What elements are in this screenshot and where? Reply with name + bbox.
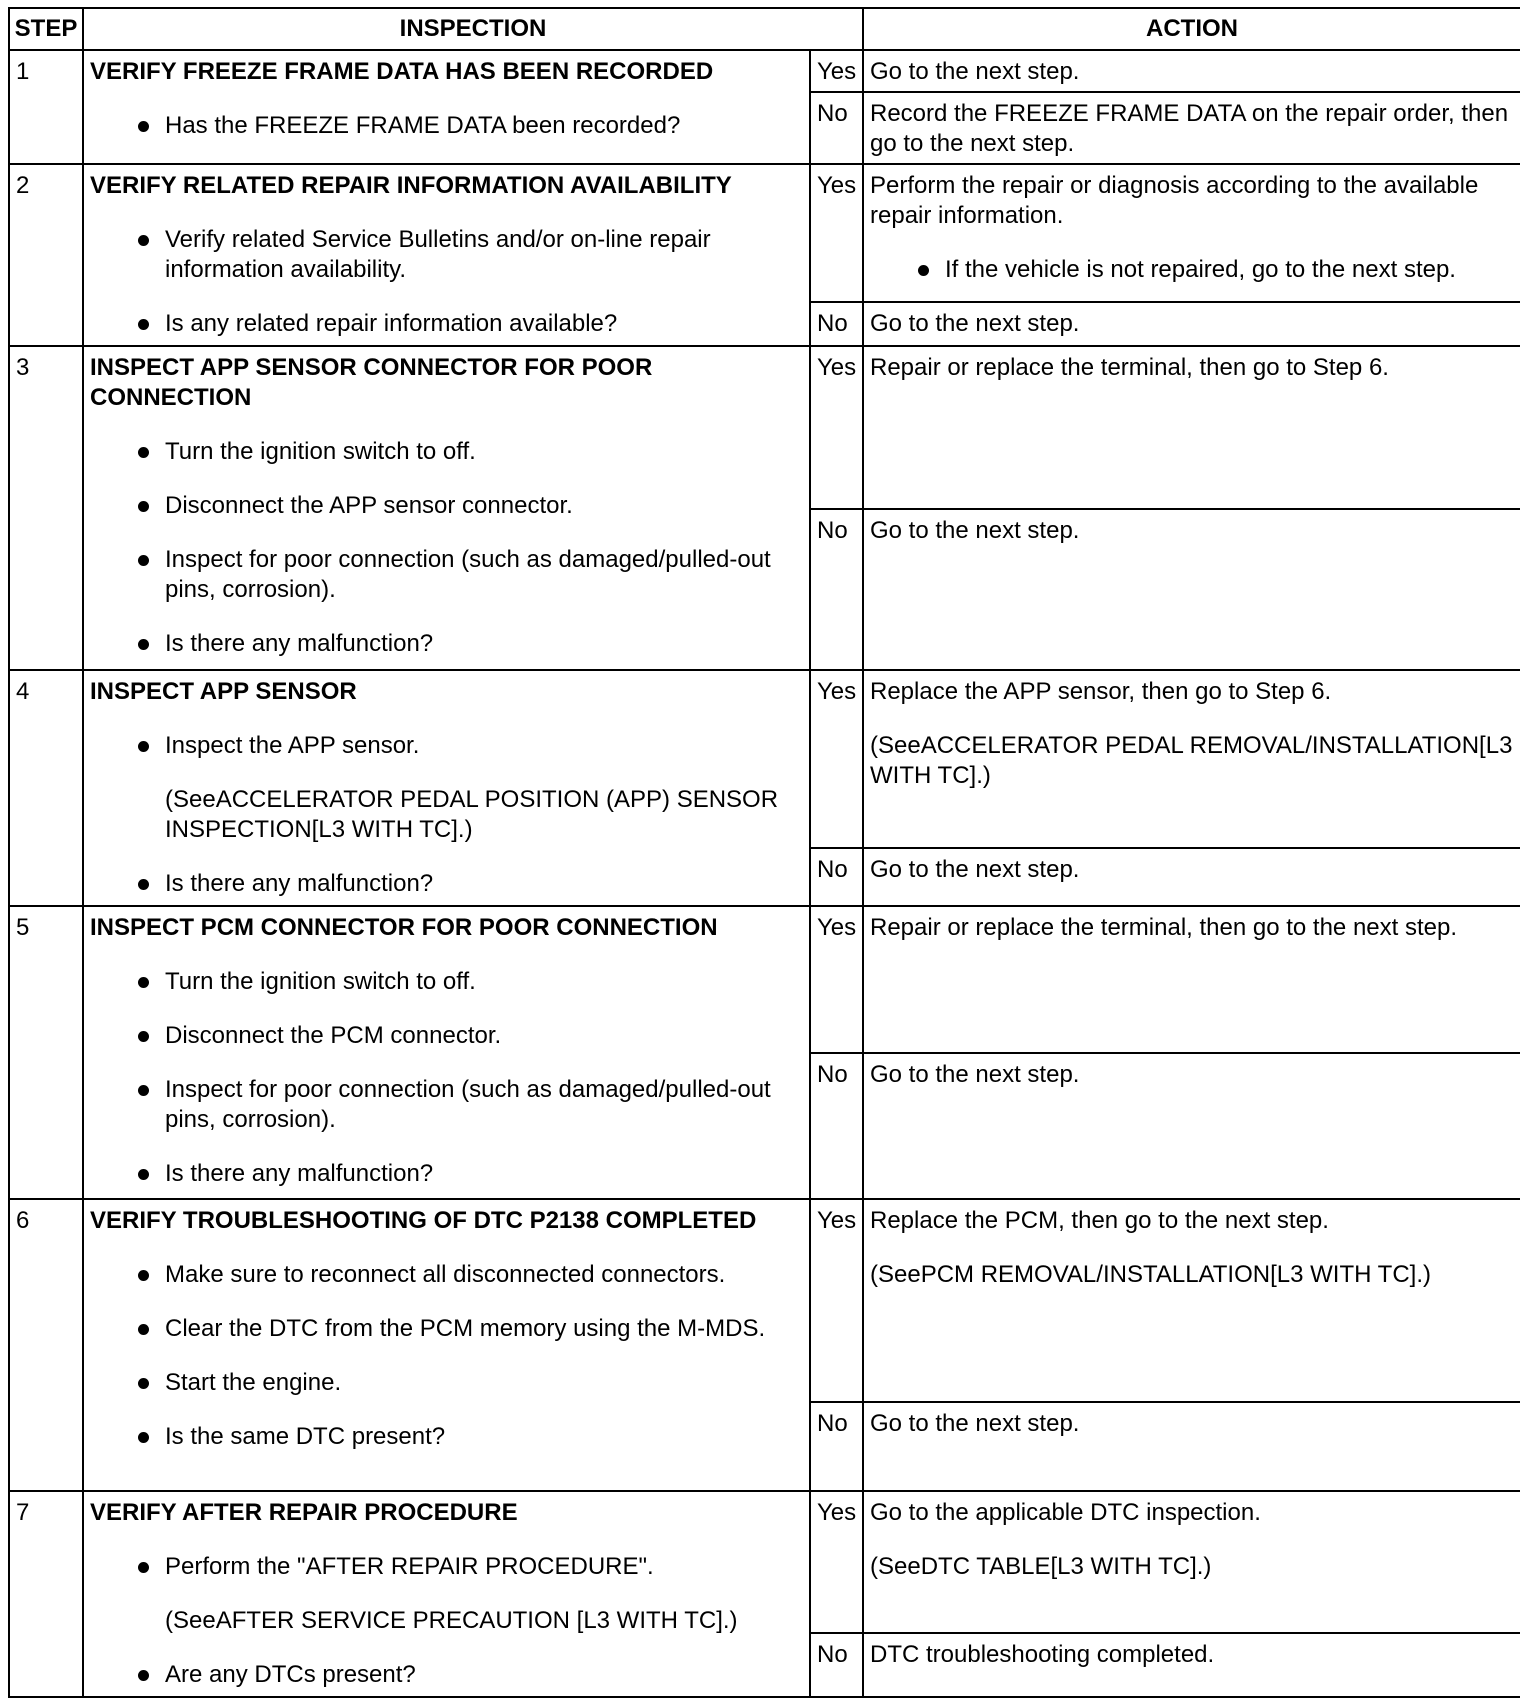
bullet-item: Are any DTCs present? (90, 1660, 803, 1690)
step-number: 1 (9, 50, 83, 164)
no-action: DTC troubleshooting completed. (863, 1633, 1520, 1697)
no-label: No (810, 1402, 863, 1491)
bullet-item: Is the same DTC present? (90, 1422, 803, 1452)
bullet-item: Make sure to reconnect all disconnected connectors. (90, 1260, 803, 1290)
yes-see-reference: (SeeACCELERATOR PEDAL REMOVAL/INSTALLATION[L3 WITH TC].) (870, 732, 1513, 789)
no-label: No (810, 302, 863, 346)
yes-action: Repair or replace the terminal, then go to the next step. (863, 906, 1520, 1053)
step-inspection (83, 1199, 810, 1491)
step-3-yes-row (9, 346, 1520, 509)
bullet-item: Has the FREEZE FRAME DATA been recorded? (90, 111, 803, 141)
step-title: INSPECT APP SENSOR (90, 678, 357, 705)
yes-action (863, 164, 1520, 302)
yes-label: Yes (810, 1491, 863, 1633)
bullet-item: Is there any malfunction? (90, 1159, 803, 1189)
step-inspection (83, 346, 810, 670)
diagnostic-procedure-table (8, 7, 1520, 1698)
yes-action-text: Replace the APP sensor, then go to Step 6. (870, 678, 1332, 705)
yes-label: Yes (810, 346, 863, 509)
step-number: 7 (9, 1491, 83, 1697)
header-step: STEP (9, 8, 83, 50)
bullet-item: Turn the ignition switch to off. (90, 967, 803, 997)
bullet-item: Inspect for poor connection (such as damaged/pulled-out pins, corrosion). (90, 545, 803, 605)
yes-action: Repair or replace the terminal, then go to Step 6. (863, 346, 1520, 509)
bullet-item: Disconnect the PCM connector. (90, 1021, 803, 1051)
yes-action-text: Replace the PCM, then go to the next step. (870, 1207, 1329, 1234)
yes-action (863, 670, 1520, 848)
no-label: No (810, 1053, 863, 1199)
bullet-item: Verify related Service Bulletins and/or on-line repair information availability. (90, 225, 803, 285)
yes-action (863, 1199, 1520, 1402)
step-number: 4 (9, 670, 83, 906)
bullet-item: Clear the DTC from the PCM memory using the M-MDS. (90, 1314, 803, 1344)
yes-see-reference: (SeePCM REMOVAL/INSTALLATION[L3 WITH TC].) (870, 1261, 1431, 1288)
no-action: Record the FREEZE FRAME DATA on the repair order, then go to the next step. (863, 92, 1520, 164)
step-title: INSPECT APP SENSOR CONNECTOR FOR POOR CONNECTION (90, 354, 653, 411)
bullet-item: Inspect the APP sensor. (90, 731, 803, 761)
no-action: Go to the next step. (863, 302, 1520, 346)
yes-see-reference: (SeeDTC TABLE[L3 WITH TC].) (870, 1553, 1212, 1580)
step-title: INSPECT PCM CONNECTOR FOR POOR CONNECTION (90, 914, 718, 941)
yes-label: Yes (810, 906, 863, 1053)
bullet-item: Perform the "AFTER REPAIR PROCEDURE". (90, 1552, 803, 1582)
step-number: 2 (9, 164, 83, 346)
yes-action-text: Perform the repair or diagnosis according to the available repair information. (870, 172, 1479, 229)
no-action: Go to the next step. (863, 848, 1520, 906)
yes-label: Yes (810, 50, 863, 92)
no-action: Go to the next step. (863, 509, 1520, 670)
no-label: No (810, 92, 863, 164)
yes-label: Yes (810, 1199, 863, 1402)
no-label: No (810, 1633, 863, 1697)
step-1-yes-row (9, 50, 1520, 92)
bullet-item: Inspect for poor connection (such as damaged/pulled-out pins, corrosion). (90, 1075, 803, 1135)
yes-action-text: Go to the applicable DTC inspection. (870, 1499, 1261, 1526)
bullet-item: Is there any malfunction? (90, 869, 803, 899)
step-inspection (83, 164, 810, 346)
step-number: 5 (9, 906, 83, 1199)
yes-label: Yes (810, 164, 863, 302)
step-5-yes-row (9, 906, 1520, 1053)
no-action: Go to the next step. (863, 1053, 1520, 1199)
step-title: VERIFY AFTER REPAIR PROCEDURE (90, 1499, 518, 1526)
header-inspection: INSPECTION (83, 8, 863, 50)
step-6-yes-row (9, 1199, 1520, 1402)
step-inspection (83, 50, 810, 164)
see-reference: (SeeACCELERATOR PEDAL POSITION (APP) SENSOR INSPECTION[L3 WITH TC].) (165, 786, 779, 843)
step-number: 3 (9, 346, 83, 670)
step-inspection (83, 670, 810, 906)
bullet-item: Disconnect the APP sensor connector. (90, 491, 803, 521)
step-title: VERIFY TROUBLESHOOTING OF DTC P2138 COMPLETED (90, 1207, 757, 1234)
header-row (9, 8, 1520, 50)
yes-label: Yes (810, 670, 863, 848)
no-label: No (810, 509, 863, 670)
bullet-item: Is any related repair information available? (90, 309, 803, 339)
step-4-yes-row (9, 670, 1520, 848)
yes-action (863, 1491, 1520, 1633)
step-2-yes-row (9, 164, 1520, 302)
no-label: No (810, 848, 863, 906)
bullet-item: Is there any malfunction? (90, 629, 803, 659)
step-title: VERIFY FREEZE FRAME DATA HAS BEEN RECORDED (90, 58, 714, 85)
bullet-item: Start the engine. (90, 1368, 803, 1398)
yes-action: Go to the next step. (863, 50, 1520, 92)
step-7-yes-row (9, 1491, 1520, 1633)
step-inspection (83, 1491, 810, 1697)
header-action: ACTION (863, 8, 1520, 50)
step-number: 6 (9, 1199, 83, 1491)
see-reference: (SeeAFTER SERVICE PRECAUTION [L3 WITH TC].) (165, 1607, 738, 1634)
yes-action-bullet: If the vehicle is not repaired, go to the next step. (870, 255, 1514, 285)
bullet-item: Turn the ignition switch to off. (90, 437, 803, 467)
step-inspection (83, 906, 810, 1199)
no-action: Go to the next step. (863, 1402, 1520, 1491)
step-title: VERIFY RELATED REPAIR INFORMATION AVAILABILITY (90, 172, 732, 199)
